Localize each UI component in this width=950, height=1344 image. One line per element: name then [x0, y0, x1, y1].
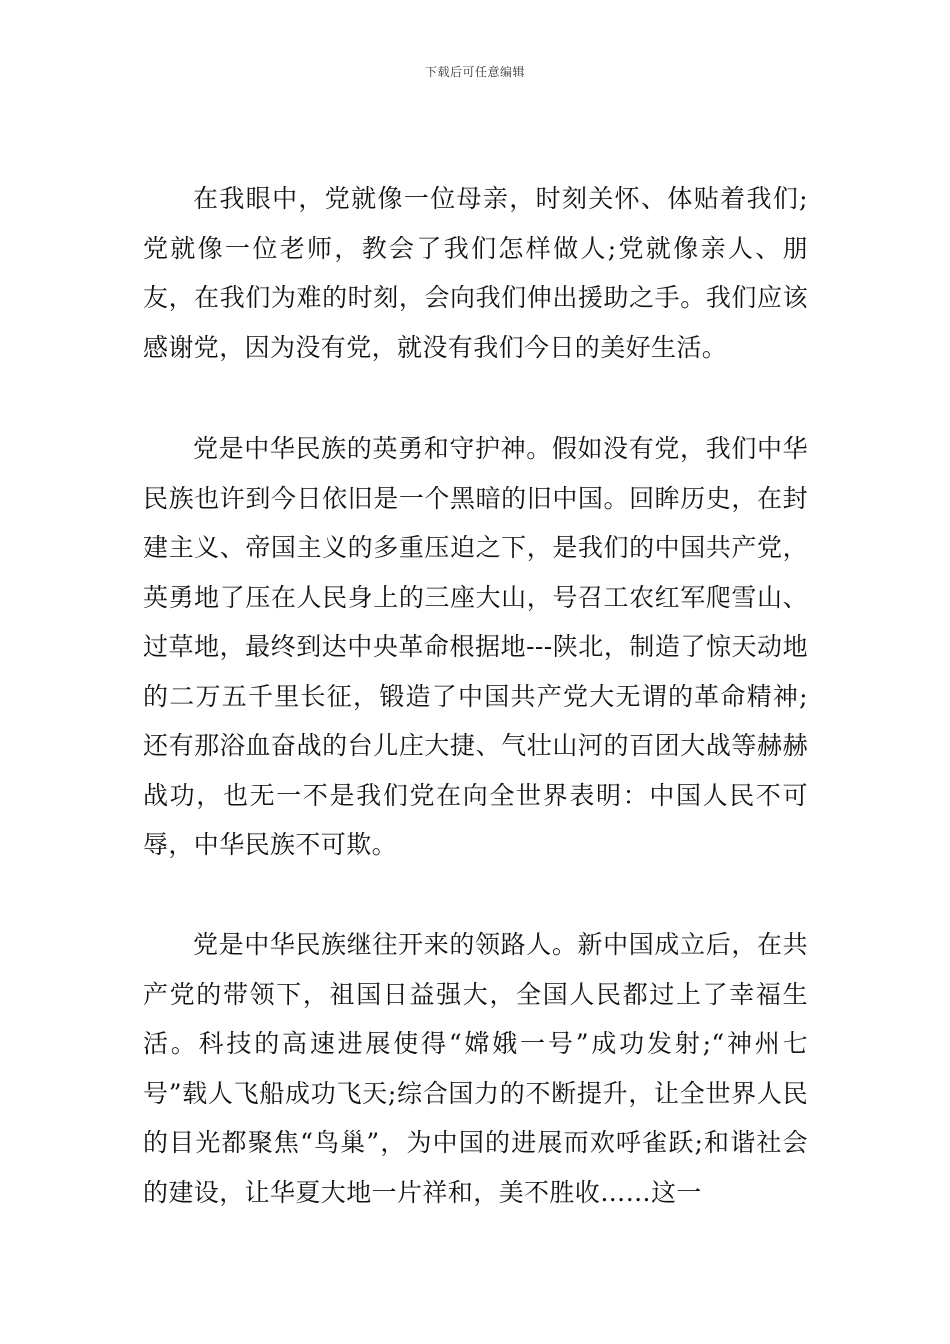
page-header: 下载后可任意编辑: [424, 65, 525, 79]
paragraph: 党是中华民族继往开来的领路人。新中国成立后，在共产党的带领下，祖国日益强大，全国人民都过上了幸福生活。科技的高速进展使得“嫦娥一号”成功发射;“神州七号”载人飞船成功飞天;综合国力的不断提升，让全世界人民的目光都聚焦“鸟巢”，为中国的进展而欢呼雀跃;和谐社会的建设，让华夏大地一片祥和，美不胜收……这一: [143, 930, 808, 1207]
paragraph-3-block: [143, 920, 808, 1217]
paragraph: 党是中华民族的英勇和守护神。假如没有党，我们中华民族也许到今日依旧是一个黑暗的旧中国。回眸历史，在封建主义、帝国主义的多重压迫之下，是我们的中国共产党，英勇地了压在人民身上的三座大山，号召工农红军爬雪山、过草地，最终到达中央革命根据地---陕北，制造了惊天动地的二万五千里长征，锻造了中国共产党大无谓的革命精神;还有那浴血奋战的台儿庄大捷、气壮山河的百团大战等赫赫战功，也无一不是我们党在向全世界表明：中国人民不可辱，中华民族不可欺。: [143, 434, 808, 859]
paragraph-1-block: [143, 174, 808, 372]
paragraph: 在我眼中，党就像一位母亲，时刻关怀、体贴着我们;党就像一位老师，教会了我们怎样做人;党就像亲人、朋友，在我们为难的时刻，会向我们伸出援助之手。我们应该感谢党，因为没有党，就没有我们今日的美好生活。: [143, 184, 808, 362]
paragraph-2-block: [143, 424, 808, 870]
